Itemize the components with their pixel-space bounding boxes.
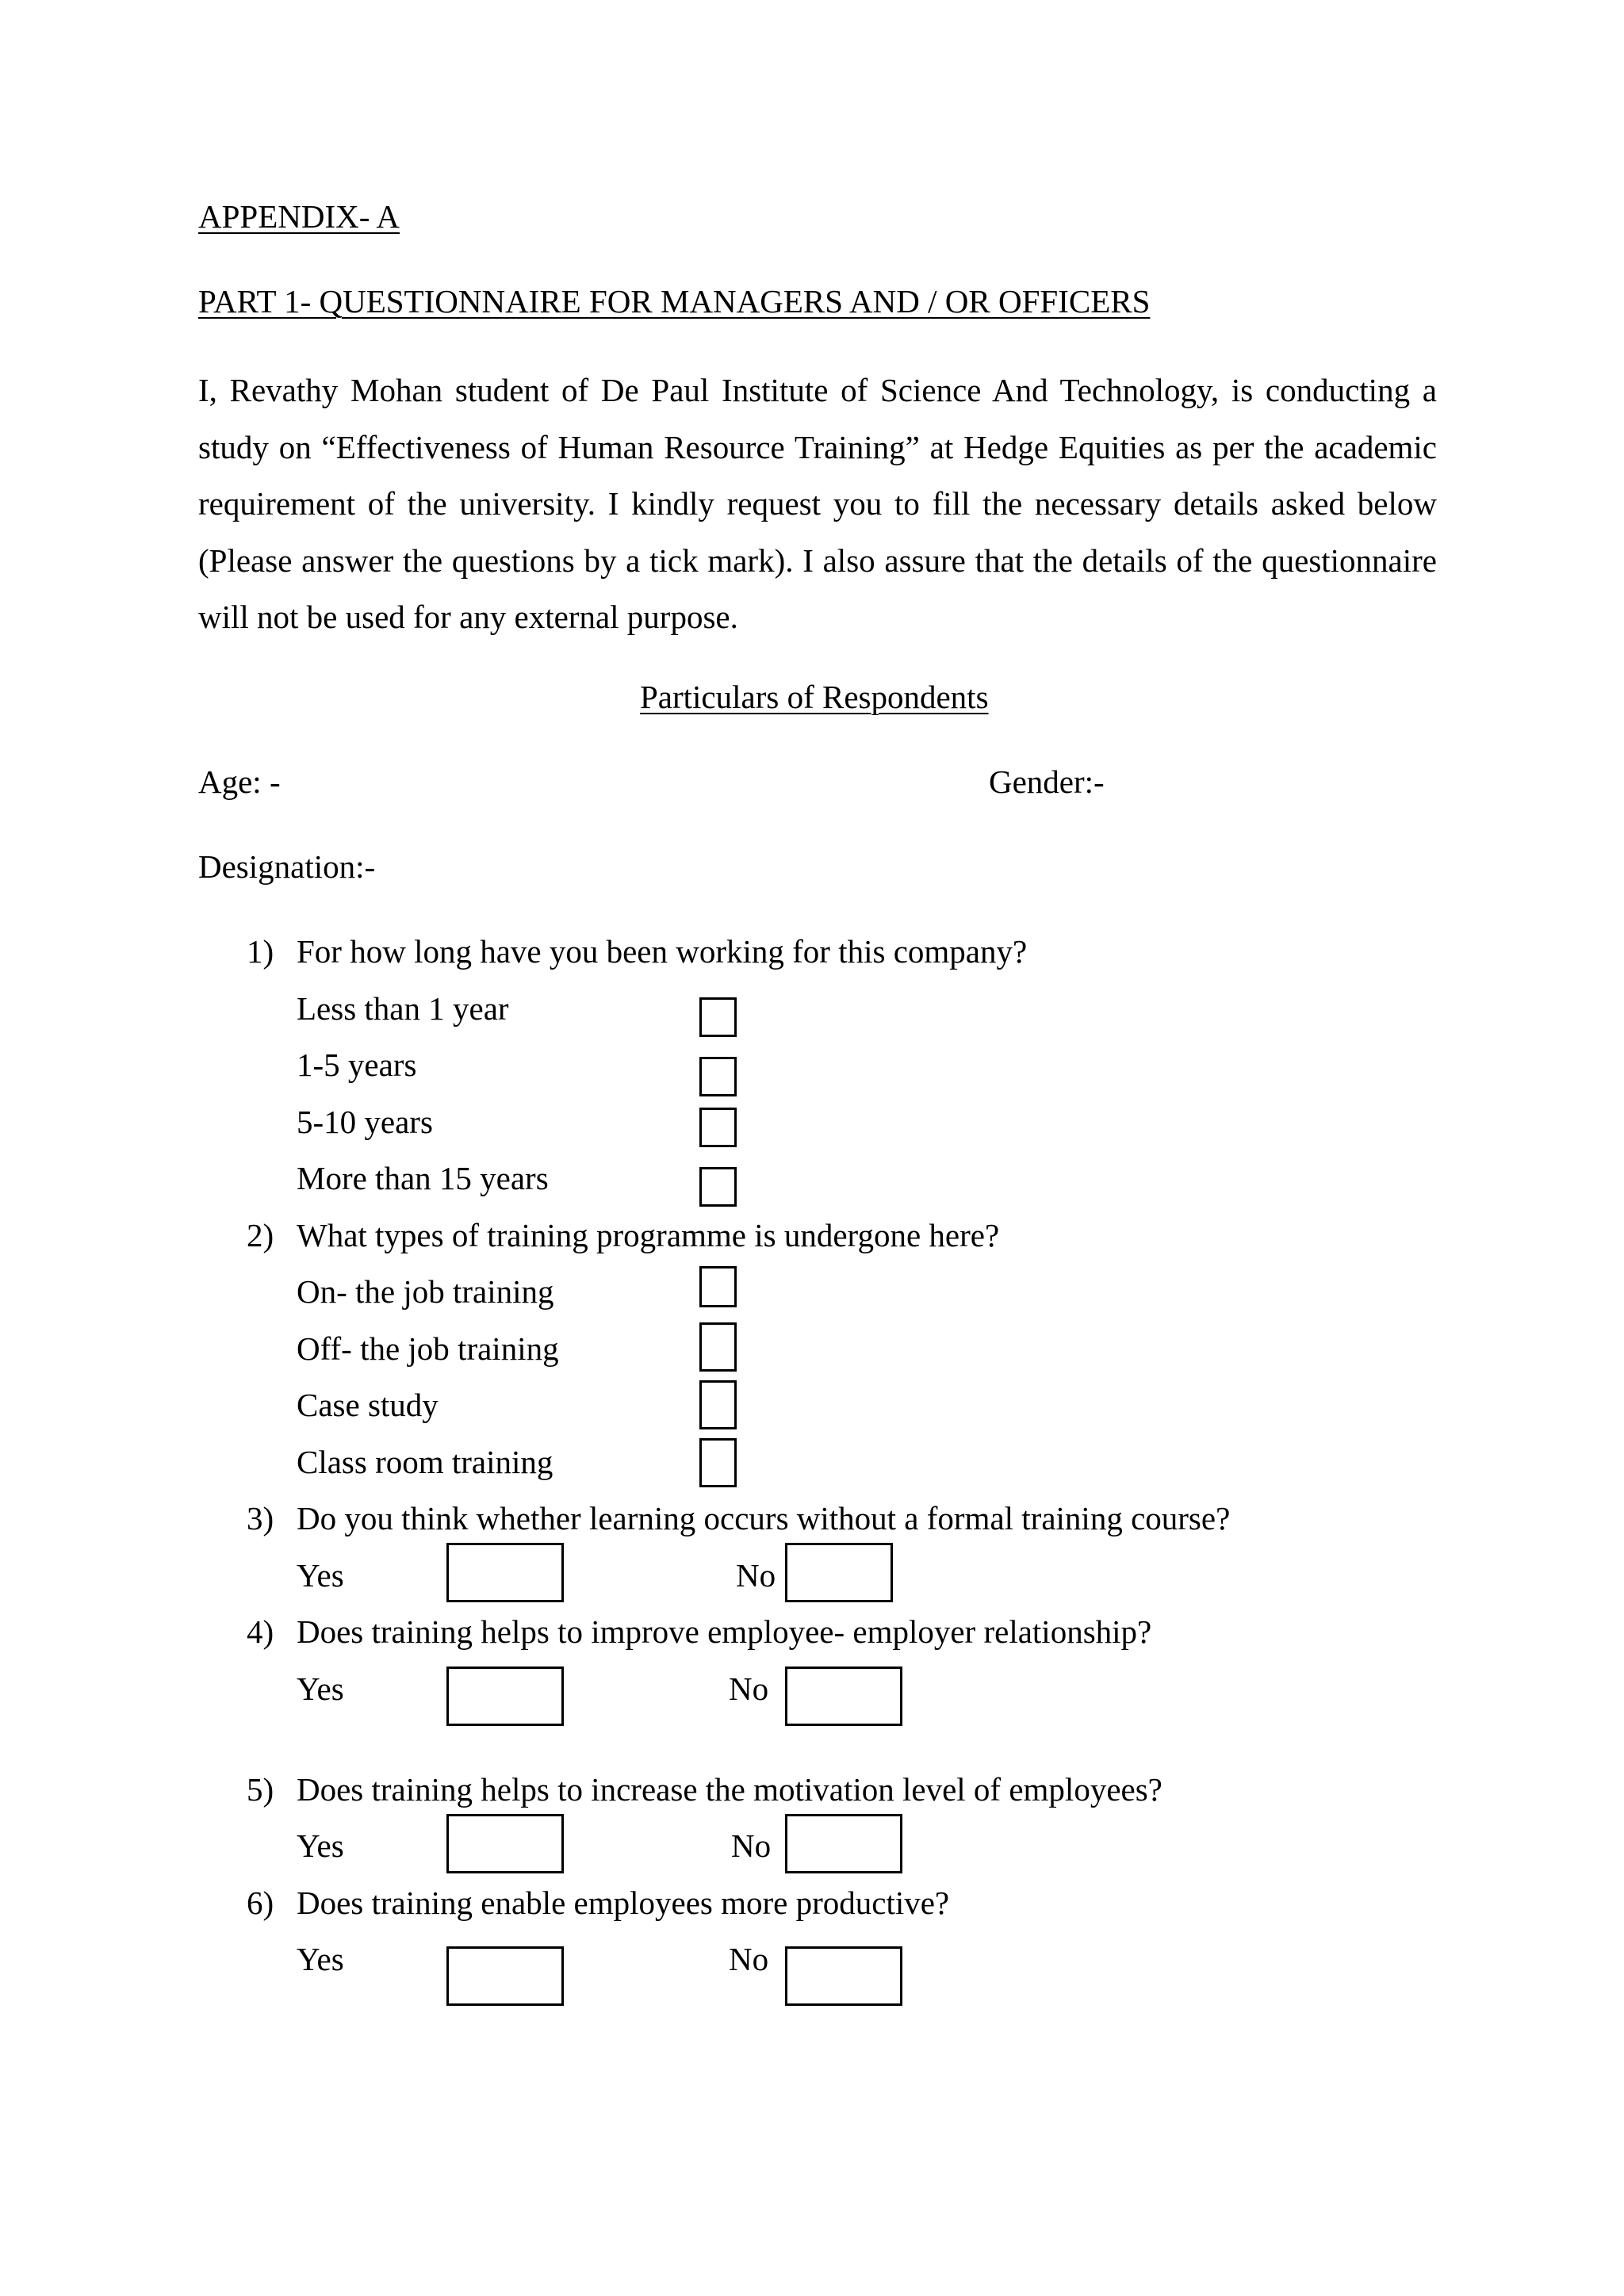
option-label: Less than 1 year bbox=[297, 990, 509, 1027]
question-text: For how long have you been working for this company? bbox=[297, 933, 1028, 970]
no-label: No bbox=[731, 1827, 772, 1864]
yes-label: Yes bbox=[297, 1941, 344, 1977]
no-label: No bbox=[729, 1670, 769, 1707]
appendix-title: APPENDIX- A bbox=[198, 198, 400, 235]
option-checkbox[interactable] bbox=[699, 1266, 737, 1307]
yes-label: Yes bbox=[297, 1827, 344, 1864]
question-number: 1) bbox=[247, 933, 274, 970]
yes-checkbox[interactable] bbox=[446, 1946, 564, 2006]
yes-checkbox[interactable] bbox=[446, 1667, 564, 1726]
no-checkbox[interactable] bbox=[785, 1667, 902, 1726]
yes-label: Yes bbox=[297, 1557, 344, 1594]
yes-checkbox[interactable] bbox=[446, 1543, 564, 1602]
no-checkbox[interactable] bbox=[785, 1814, 902, 1873]
option-checkbox[interactable] bbox=[699, 1322, 737, 1372]
no-checkbox[interactable] bbox=[785, 1543, 893, 1602]
option-label: On- the job training bbox=[297, 1273, 554, 1310]
question-text: Does training helps to improve employee- employer relationship? bbox=[297, 1613, 1152, 1650]
question-number: 3) bbox=[247, 1500, 274, 1536]
no-label: No bbox=[729, 1941, 769, 1977]
question-text: What types of training programme is undergone here? bbox=[297, 1217, 1000, 1253]
option-checkbox[interactable] bbox=[699, 1108, 737, 1147]
no-checkbox[interactable] bbox=[785, 1946, 902, 2006]
option-label: Off- the job training bbox=[297, 1330, 559, 1367]
option-label: Case study bbox=[297, 1387, 439, 1423]
question-text: Do you think whether learning occurs without a formal training course? bbox=[297, 1500, 1231, 1536]
option-label: 5-10 years bbox=[297, 1104, 433, 1140]
question-number: 4) bbox=[247, 1613, 274, 1650]
option-checkbox[interactable] bbox=[699, 1438, 737, 1487]
intro-paragraph: I, Revathy Mohan student of De Paul Institute of Science And Technology, is conducting a study on “Effectiveness of Human Resource Training” at Hedge Equities as per the academic requirement of the university. I kindly request you to fill the necessary details asked below (Please answer the questions by a tick mark). I also assure that the details of the questionnaire will not be used for any external purpose. bbox=[198, 372, 1437, 635]
gender-field: Gender:- bbox=[989, 763, 1105, 800]
option-checkbox[interactable] bbox=[699, 1057, 737, 1096]
question-number: 5) bbox=[247, 1771, 274, 1808]
option-label: Class room training bbox=[297, 1444, 553, 1480]
no-label: No bbox=[736, 1557, 776, 1594]
question-number: 6) bbox=[247, 1885, 274, 1921]
yes-checkbox[interactable] bbox=[446, 1814, 564, 1873]
option-checkbox[interactable] bbox=[699, 1380, 737, 1429]
respondents-heading: Particulars of Respondents bbox=[640, 679, 989, 715]
age-field: Age: - bbox=[198, 763, 281, 800]
question-text: Does training enable employees more productive? bbox=[297, 1885, 950, 1921]
option-checkbox[interactable] bbox=[699, 997, 737, 1037]
option-label: 1-5 years bbox=[297, 1047, 417, 1083]
designation-field: Designation:- bbox=[198, 848, 376, 885]
part-title: PART 1- QUESTIONNAIRE FOR MANAGERS AND / OR OFFICERS bbox=[198, 283, 1151, 320]
question-text: Does training helps to increase the motivation level of employees? bbox=[297, 1771, 1162, 1808]
yes-label: Yes bbox=[297, 1670, 344, 1707]
question-number: 2) bbox=[247, 1217, 274, 1253]
option-label: More than 15 years bbox=[297, 1160, 549, 1196]
option-checkbox[interactable] bbox=[699, 1167, 737, 1207]
